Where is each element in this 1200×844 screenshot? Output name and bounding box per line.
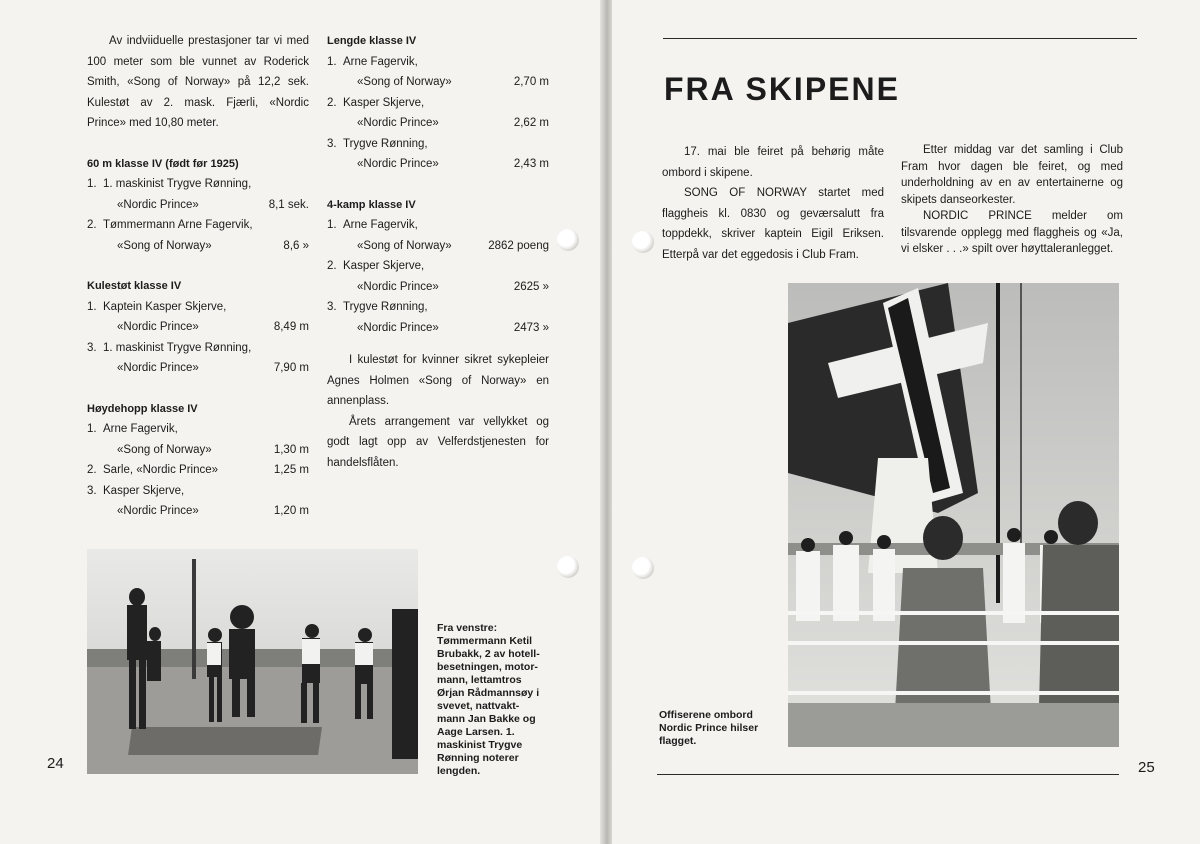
result-value: 2862 poeng [488, 239, 549, 252]
result-entry [327, 297, 549, 338]
result-entry [327, 215, 549, 256]
right-column-2 [901, 142, 1123, 258]
ship-name: «Nordic Prince» [117, 362, 199, 374]
left-column-1 [87, 31, 309, 522]
rank-number: 2. [87, 464, 97, 476]
athlete-name: Trygve Rønning, [343, 137, 428, 150]
right-col2-paragraph-2: NORDIC PRINCE melder om tilsvarende opplegg med flaggheis og «Ja, vi elsker . . .» spilt over høyttaleranlegget. [901, 210, 1123, 255]
rank-number: 2. [327, 96, 337, 109]
ship-name: «Song of Norway» [117, 443, 212, 456]
rank-number: 3. [327, 301, 337, 313]
kulestot-women-paragraph: I kulestøt for kvinner sikret sykepleier Agnes Holmen «Song of Norway» en annenplass. [327, 354, 549, 407]
result-entry [327, 93, 549, 134]
rank-number: 3. [87, 484, 97, 497]
result-entry [327, 134, 549, 175]
page-number-right: 25 [1138, 759, 1155, 776]
result-value: 8,1 sek. [268, 198, 309, 211]
result-value: 7,90 m [273, 362, 309, 374]
result-entry [87, 174, 309, 215]
result-value: 2,43 m [513, 158, 549, 170]
ship-name: «Song of Norway» [357, 76, 452, 88]
result-entry [87, 481, 309, 522]
section-4kamp-title: 4-kamp klasse IV [327, 198, 416, 211]
top-rule [663, 38, 1137, 39]
ship-name: «Nordic Prince» [357, 280, 439, 293]
result-value: 2,70 m [513, 76, 549, 88]
athlete-name: Kasper Skjerve, [343, 260, 425, 272]
result-value: 1,20 m [273, 505, 309, 517]
binder-hole [632, 557, 654, 579]
athlete-name: Trygve Rønning, [343, 301, 428, 313]
right-page [612, 0, 1200, 844]
right-col1-paragraph-1: 17. mai ble feiret på behørig måte ombord i skipene. [662, 146, 884, 179]
rank-number: 3. [327, 137, 337, 150]
right-column-1 [662, 142, 884, 265]
page-number-left: 24 [47, 755, 64, 772]
ship-name: «Nordic Prince» [117, 198, 199, 211]
athlete-name: Kasper Skjerve, [343, 96, 425, 109]
rank-number: 2. [87, 219, 97, 231]
result-value: 2473 » [513, 321, 549, 334]
section-kulestot-title: Kulestøt klasse IV [87, 280, 182, 292]
rank-number: 1. [87, 423, 97, 435]
result-value: 1,30 m [273, 443, 309, 456]
flag-salute-caption: Offiserene ombord Nordic Prince hilser flagget. [659, 709, 759, 747]
result-value: 8,6 » [283, 239, 309, 252]
ship-name: «Nordic Prince» [357, 158, 439, 170]
binder-hole [632, 231, 654, 253]
right-col2-paragraph-1: Etter middag var det samling i Club Fram hvor dagen ble feiret, og med underholdning av en av entertainerne og skipets danseorkester. [901, 144, 1123, 206]
ship-name: «Nordic Prince» [357, 321, 439, 334]
result-value: 2625 » [513, 280, 549, 293]
ship-name: «Nordic Prince» [357, 117, 439, 129]
result-entry [87, 419, 309, 460]
rank-number: 2. [327, 260, 337, 272]
ship-name: «Nordic Prince» [117, 321, 199, 333]
ship-name: «Song of Norway» [117, 239, 212, 252]
athlete-name: Sarle, «Nordic Prince» [103, 464, 219, 476]
result-entry [87, 338, 309, 379]
section-60m-title: 60 m klasse IV (født før 1925) [87, 157, 239, 170]
rank-number: 1. [87, 178, 97, 190]
section-hoydehopp-list [87, 419, 309, 522]
section-lengde-list [327, 52, 549, 175]
result-value: 8,49 m [273, 321, 309, 333]
intro-paragraph: Av indviiduelle prestasjoner tar vi med 100 meter som ble vunnet av Roderick Smith, «Song of Norway» på 12,2 sek. Kulestøt av 2. mask. Fjærli, «Nordic Prince» med 10,80 meter. [87, 35, 309, 129]
athlete-name: Kasper Skjerve, [103, 484, 185, 497]
ship-name: «Nordic Prince» [117, 505, 199, 517]
athlete-name: 1. maskinist Trygve Rønning, [103, 341, 252, 354]
section-60m-list [87, 174, 309, 256]
section-lengde-title: Lengde klasse IV [327, 35, 417, 47]
rank-number: 1. [87, 300, 97, 313]
section-4kamp-list [327, 215, 549, 338]
flag-salute-photo [788, 283, 1119, 747]
athlete-name: 1. maskinist Trygve Rønning, [103, 178, 252, 190]
result-entry [327, 256, 549, 297]
binder-hole [557, 229, 579, 251]
rank-number: 1. [327, 55, 337, 68]
page-title: FRA SKIPENE [664, 71, 900, 107]
result-entry [87, 297, 309, 338]
ship-name: «Song of Norway» [357, 239, 452, 252]
rank-number: 1. [327, 219, 337, 231]
bottom-rule [657, 774, 1119, 775]
long-jump-photo [87, 549, 418, 774]
arrangement-paragraph: Årets arrangement var vellykket og godt lagt opp av Velferdstjenesten for handelsflåten. [327, 415, 549, 469]
long-jump-caption: Fra venstre: Tømmermann Ketil Brubakk, 2 av hotell-besetningen, motor-mann, lettamtros Ørjan Rådmannsøy i svevet, nattvakt-mann Jan Bakke og Aage Larsen. 1. maskinist Trygve Rønning noterer lengden. [437, 622, 540, 777]
result-entry [87, 460, 309, 481]
right-col1-paragraph-2: SONG OF NORWAY startet med flaggheis kl. 0830 og geværsalutt fra toppdekk, skriver kaptein Eigil Eriksen. Etterpå var det eggedosis i Club Fram. [662, 187, 884, 261]
athlete-name: Kaptein Kasper Skjerve, [103, 300, 227, 313]
athlete-name: Arne Fagervik, [343, 55, 418, 68]
result-value: 2,62 m [513, 117, 549, 129]
athlete-name: Arne Fagervik, [103, 423, 178, 435]
binder-hole [557, 556, 579, 578]
result-entry [327, 52, 549, 93]
section-hoydehopp-title: Høydehopp klasse IV [87, 402, 198, 415]
athlete-name: Tømmermann Arne Fagervik, [103, 219, 253, 231]
rank-number: 3. [87, 341, 97, 354]
result-entry [87, 215, 309, 256]
result-value: 1,25 m [273, 464, 309, 476]
section-kulestot-list [87, 297, 309, 379]
athlete-name: Arne Fagervik, [343, 219, 418, 231]
left-column-2 [327, 31, 549, 473]
